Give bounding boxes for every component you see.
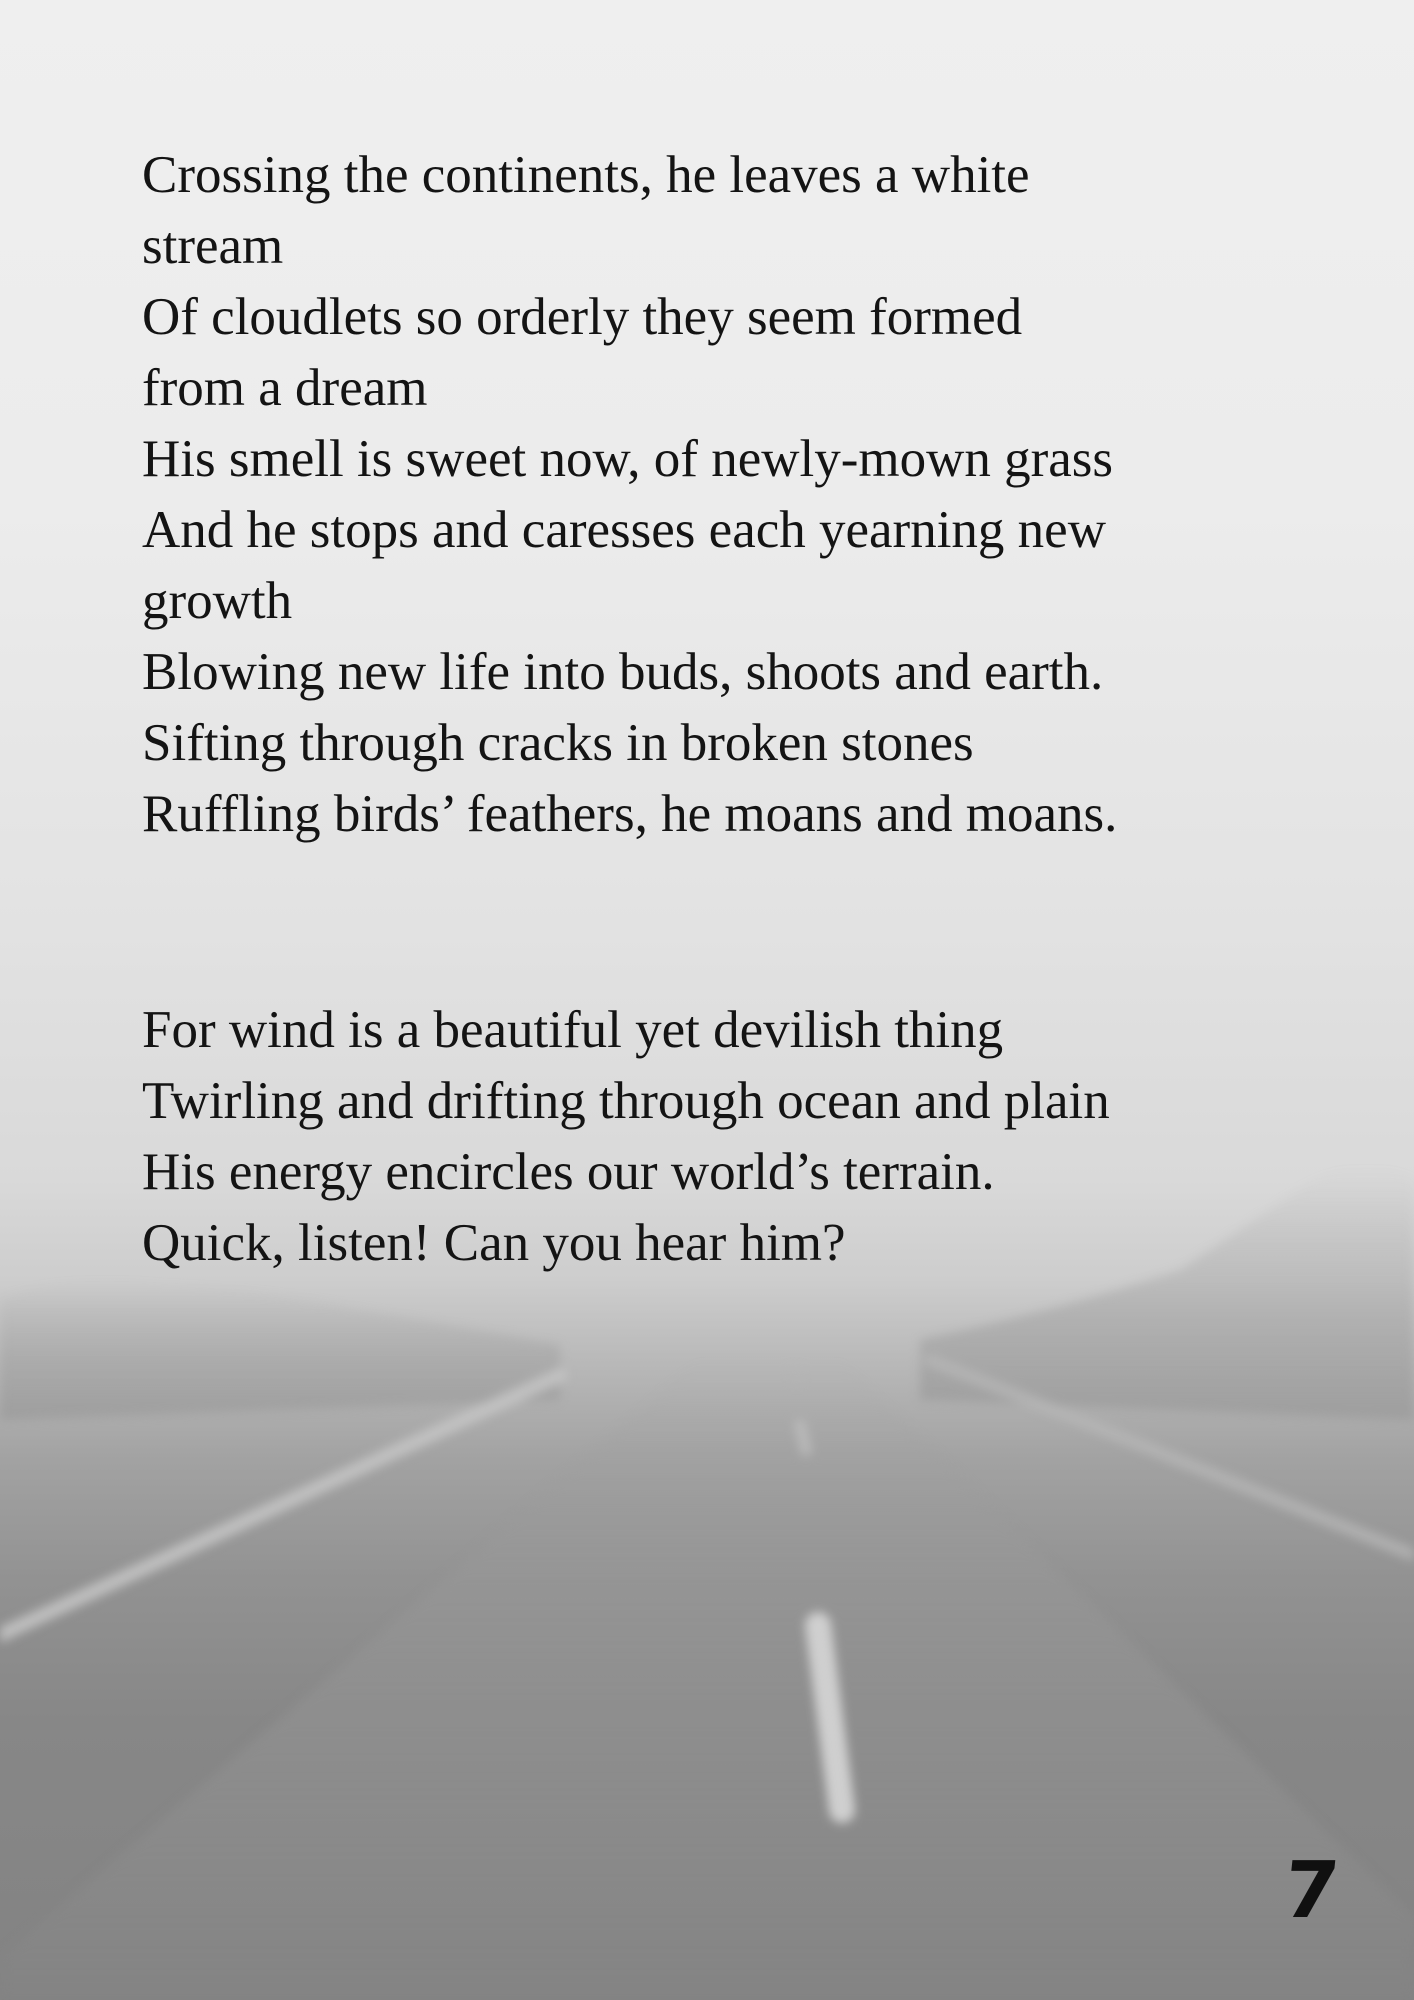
poem-line: growth xyxy=(142,572,293,630)
poem-line: Crossing the continents, he leaves a white xyxy=(142,146,1030,204)
poem-line: Ruffling birds’ feathers, he moans and moans. xyxy=(142,785,1118,843)
poem-line: stream xyxy=(142,217,284,275)
poem-line: His smell is sweet now, of newly-mown grass xyxy=(142,430,1114,488)
poem-line: Sifting through cracks in broken stones xyxy=(142,714,974,772)
poem-line: from a dream xyxy=(142,359,428,417)
poem-line: For wind is a beautiful yet devilish thing xyxy=(142,1001,1004,1059)
poem-line: Blowing new life into buds, shoots and earth. xyxy=(142,643,1104,701)
poem-line: His energy encircles our world’s terrain. xyxy=(142,1143,995,1201)
treeline-left xyxy=(0,1280,560,1420)
poem-stanza-1 xyxy=(142,140,1282,850)
poem-line: Quick, listen! Can you hear him? xyxy=(142,1214,846,1272)
road-surface xyxy=(0,1360,1414,2000)
poem-line: Twirling and drifting through ocean and plain xyxy=(142,1072,1110,1130)
road-dash-mid xyxy=(800,1425,806,1450)
road-dash-far xyxy=(795,1370,797,1380)
page-number: 7 xyxy=(1278,1846,1343,1936)
poem-stanza-2 xyxy=(142,995,1282,1279)
poem-line: Of cloudlets so orderly they seem formed xyxy=(142,288,1023,346)
poem-line: And he stops and caresses each yearning new xyxy=(142,501,1106,559)
